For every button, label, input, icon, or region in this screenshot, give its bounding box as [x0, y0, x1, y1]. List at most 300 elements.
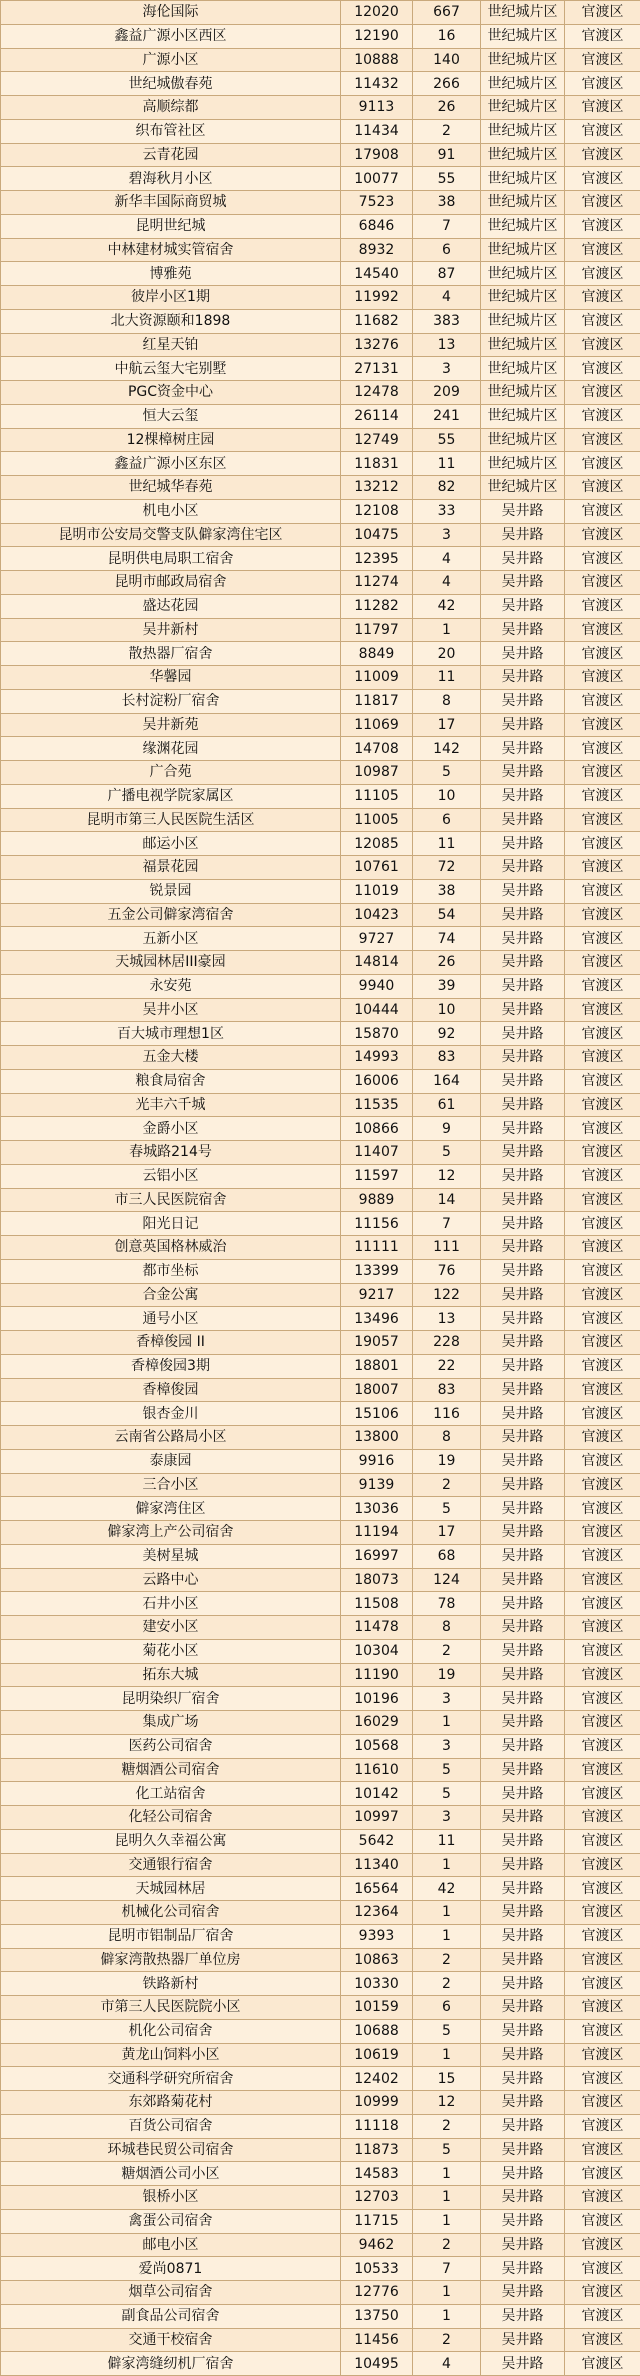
unit-price-cell: 18073 [341, 1568, 413, 1592]
table-row [1, 1758, 640, 1782]
listing-count-cell: 1 [413, 2209, 481, 2233]
area-cell: 吴井路 [481, 1117, 565, 1141]
area-cell: 吴井路 [481, 879, 565, 903]
unit-price-cell: 9940 [341, 974, 413, 998]
listing-count-cell: 1 [413, 1853, 481, 1877]
table-row [1, 48, 640, 72]
district-cell: 官渡区 [565, 1022, 640, 1046]
area-cell: 吴井路 [481, 761, 565, 785]
area-cell: 吴井路 [481, 1141, 565, 1165]
community-name-cell: 海伦国际 [1, 1, 341, 25]
area-cell: 吴井路 [481, 2019, 565, 2043]
community-name-cell: 锐景园 [1, 879, 341, 903]
table-row [1, 2067, 640, 2091]
listing-count-cell: 87 [413, 262, 481, 286]
listing-count-cell: 4 [413, 2352, 481, 2376]
unit-price-cell: 10330 [341, 1972, 413, 1996]
area-cell: 吴井路 [481, 642, 565, 666]
unit-price-cell: 14540 [341, 262, 413, 286]
table-row [1, 404, 640, 428]
listing-count-cell: 13 [413, 1307, 481, 1331]
table-row [1, 1449, 640, 1473]
listing-count-cell: 228 [413, 1331, 481, 1355]
area-cell: 吴井路 [481, 1521, 565, 1545]
table-row [1, 1141, 640, 1165]
community-name-cell: 博雅苑 [1, 262, 341, 286]
listing-count-cell: 11 [413, 452, 481, 476]
listing-count-cell: 140 [413, 48, 481, 72]
district-cell: 官渡区 [565, 309, 640, 333]
unit-price-cell: 14708 [341, 737, 413, 761]
area-cell: 世纪城片区 [481, 452, 565, 476]
district-cell: 官渡区 [565, 2257, 640, 2281]
listing-count-cell: 8 [413, 689, 481, 713]
district-cell: 官渡区 [565, 2138, 640, 2162]
area-cell: 吴井路 [481, 856, 565, 880]
unit-price-cell: 11105 [341, 784, 413, 808]
listing-count-cell: 12 [413, 1164, 481, 1188]
community-name-cell: 鑫益广源小区东区 [1, 452, 341, 476]
listing-count-cell: 5 [413, 2138, 481, 2162]
community-name-cell: 昆明市铝制品厂宿舍 [1, 1924, 341, 1948]
area-cell: 吴井路 [481, 1948, 565, 1972]
listing-count-cell: 5 [413, 2019, 481, 2043]
community-name-cell: 烟草公司宿舍 [1, 2281, 341, 2305]
district-cell: 官渡区 [565, 191, 640, 215]
listing-count-cell: 82 [413, 476, 481, 500]
listing-count-cell: 38 [413, 879, 481, 903]
community-name-cell: 交通银行宿舍 [1, 1853, 341, 1877]
area-cell: 吴井路 [481, 1924, 565, 1948]
community-name-cell: 12棵樟树庄园 [1, 428, 341, 452]
listing-count-cell: 1 [413, 2162, 481, 2186]
district-cell: 官渡区 [565, 1449, 640, 1473]
community-name-cell: 邮运小区 [1, 832, 341, 856]
unit-price-cell: 10568 [341, 1734, 413, 1758]
community-name-cell: 黄龙山饲料小区 [1, 2043, 341, 2067]
table-row [1, 879, 640, 903]
area-cell: 世纪城片区 [481, 428, 565, 452]
community-name-cell: 僻家湾上产公司宿舍 [1, 1521, 341, 1545]
table-row [1, 1877, 640, 1901]
area-cell: 吴井路 [481, 1069, 565, 1093]
district-cell: 官渡区 [565, 1639, 640, 1663]
table-row [1, 1996, 640, 2020]
area-cell: 吴井路 [481, 1259, 565, 1283]
community-name-cell: 天城园林居 [1, 1877, 341, 1901]
listing-count-cell: 6 [413, 808, 481, 832]
table-row [1, 1948, 640, 1972]
listing-count-cell: 54 [413, 903, 481, 927]
district-cell: 官渡区 [565, 903, 640, 927]
area-cell: 吴井路 [481, 2209, 565, 2233]
area-cell: 吴井路 [481, 1283, 565, 1307]
area-cell: 吴井路 [481, 1972, 565, 1996]
district-cell: 官渡区 [565, 2233, 640, 2257]
area-cell: 吴井路 [481, 1782, 565, 1806]
area-cell: 吴井路 [481, 1877, 565, 1901]
listing-count-cell: 3 [413, 1734, 481, 1758]
table-row [1, 523, 640, 547]
unit-price-cell: 13750 [341, 2304, 413, 2328]
district-cell: 官渡区 [565, 1307, 640, 1331]
unit-price-cell: 27131 [341, 357, 413, 381]
unit-price-cell: 10077 [341, 167, 413, 191]
area-cell: 世纪城片区 [481, 286, 565, 310]
unit-price-cell: 11005 [341, 808, 413, 832]
area-cell: 吴井路 [481, 1544, 565, 1568]
district-cell: 官渡区 [565, 927, 640, 951]
area-cell: 吴井路 [481, 1616, 565, 1640]
district-cell: 官渡区 [565, 428, 640, 452]
community-name-cell: 云南省公路局小区 [1, 1426, 341, 1450]
community-name-cell: 香樟俊园 II [1, 1331, 341, 1355]
district-cell: 官渡区 [565, 143, 640, 167]
table-row [1, 1782, 640, 1806]
district-cell: 官渡区 [565, 1948, 640, 1972]
listing-count-cell: 9 [413, 1117, 481, 1141]
listing-count-cell: 124 [413, 1568, 481, 1592]
district-cell: 官渡区 [565, 238, 640, 262]
listing-count-cell: 383 [413, 309, 481, 333]
community-name-cell: 百货公司宿舍 [1, 2114, 341, 2138]
community-name-cell: 五新小区 [1, 927, 341, 951]
community-name-cell: 市三人民医院宿舍 [1, 1188, 341, 1212]
community-name-cell: 糖烟酒公司宿舍 [1, 1758, 341, 1782]
unit-price-cell: 12364 [341, 1901, 413, 1925]
area-cell: 吴井路 [481, 499, 565, 523]
unit-price-cell: 14993 [341, 1046, 413, 1070]
unit-price-cell: 10863 [341, 1948, 413, 1972]
community-name-cell: 都市坐标 [1, 1259, 341, 1283]
district-cell: 官渡区 [565, 2328, 640, 2352]
area-cell: 世纪城片区 [481, 381, 565, 405]
unit-price-cell: 11597 [341, 1164, 413, 1188]
unit-price-cell: 10619 [341, 2043, 413, 2067]
community-name-cell: 僻家湾散热器厂单位房 [1, 1948, 341, 1972]
listing-count-cell: 111 [413, 1236, 481, 1260]
unit-price-cell: 11508 [341, 1592, 413, 1616]
district-cell: 官渡区 [565, 1473, 640, 1497]
listing-count-cell: 7 [413, 214, 481, 238]
area-cell: 世纪城片区 [481, 119, 565, 143]
area-cell: 世纪城片区 [481, 309, 565, 333]
unit-price-cell: 9889 [341, 1188, 413, 1212]
district-cell: 官渡区 [565, 357, 640, 381]
district-cell: 官渡区 [565, 1378, 640, 1402]
district-cell: 官渡区 [565, 48, 640, 72]
unit-price-cell: 12395 [341, 547, 413, 571]
area-cell: 世纪城片区 [481, 262, 565, 286]
community-name-cell: 百大城市理想1区 [1, 1022, 341, 1046]
area-cell: 吴井路 [481, 1331, 565, 1355]
area-cell: 吴井路 [481, 1449, 565, 1473]
community-name-cell: 东郊路菊花村 [1, 2091, 341, 2115]
community-name-cell: 银杏金川 [1, 1402, 341, 1426]
community-name-cell: 吴井新村 [1, 618, 341, 642]
district-cell: 官渡区 [565, 96, 640, 120]
district-cell: 官渡区 [565, 1829, 640, 1853]
district-cell: 官渡区 [565, 1426, 640, 1450]
table-row [1, 713, 640, 737]
table-row [1, 286, 640, 310]
district-cell: 官渡区 [565, 1782, 640, 1806]
table-row [1, 1568, 640, 1592]
table-row [1, 309, 640, 333]
listing-count-cell: 19 [413, 1449, 481, 1473]
community-name-cell: 彼岸小区1期 [1, 286, 341, 310]
district-cell: 官渡区 [565, 1877, 640, 1901]
district-cell: 官渡区 [565, 1093, 640, 1117]
table-row [1, 1046, 640, 1070]
listing-count-cell: 2 [413, 1948, 481, 1972]
area-cell: 世纪城片区 [481, 96, 565, 120]
unit-price-cell: 10761 [341, 856, 413, 880]
district-cell: 官渡区 [565, 1236, 640, 1260]
district-cell: 官渡区 [565, 1188, 640, 1212]
unit-price-cell: 10888 [341, 48, 413, 72]
table-row [1, 238, 640, 262]
area-cell: 世纪城片区 [481, 476, 565, 500]
table-row [1, 2114, 640, 2138]
area-cell: 世纪城片区 [481, 333, 565, 357]
area-cell: 吴井路 [481, 1188, 565, 1212]
district-cell: 官渡区 [565, 1354, 640, 1378]
table-row [1, 998, 640, 1022]
table-row [1, 784, 640, 808]
listing-count-cell: 13 [413, 333, 481, 357]
listing-count-cell: 6 [413, 238, 481, 262]
area-cell: 吴井路 [481, 618, 565, 642]
table-row [1, 2162, 640, 2186]
listing-count-cell: 14 [413, 1188, 481, 1212]
unit-price-cell: 11456 [341, 2328, 413, 2352]
unit-price-cell: 11817 [341, 689, 413, 713]
area-cell: 吴井路 [481, 1473, 565, 1497]
community-name-cell: 云路中心 [1, 1568, 341, 1592]
community-name-cell: 永安苑 [1, 974, 341, 998]
listing-count-cell: 83 [413, 1378, 481, 1402]
listing-count-cell: 5 [413, 1141, 481, 1165]
listing-count-cell: 42 [413, 1877, 481, 1901]
listing-count-cell: 3 [413, 1687, 481, 1711]
listing-count-cell: 7 [413, 1212, 481, 1236]
table-row [1, 1829, 640, 1853]
listing-count-cell: 1 [413, 618, 481, 642]
community-name-cell: 高顺综都 [1, 96, 341, 120]
area-cell: 世纪城片区 [481, 143, 565, 167]
community-name-cell: 昆明市公安局交警支队僻家湾住宅区 [1, 523, 341, 547]
listing-count-cell: 2 [413, 2114, 481, 2138]
community-name-cell: 邮电小区 [1, 2233, 341, 2257]
district-cell: 官渡区 [565, 404, 640, 428]
district-cell: 官渡区 [565, 1901, 640, 1925]
table-row [1, 927, 640, 951]
listing-count-cell: 4 [413, 286, 481, 310]
area-cell: 吴井路 [481, 1996, 565, 2020]
unit-price-cell: 11407 [341, 1141, 413, 1165]
listing-count-cell: 5 [413, 1497, 481, 1521]
area-cell: 世纪城片区 [481, 48, 565, 72]
unit-price-cell: 9727 [341, 927, 413, 951]
district-cell: 官渡区 [565, 1283, 640, 1307]
district-cell: 官渡区 [565, 1734, 640, 1758]
unit-price-cell: 9462 [341, 2233, 413, 2257]
unit-price-cell: 10987 [341, 761, 413, 785]
district-cell: 官渡区 [565, 2091, 640, 2115]
community-name-cell: 广源小区 [1, 48, 341, 72]
area-cell: 世纪城片区 [481, 404, 565, 428]
district-cell: 官渡区 [565, 761, 640, 785]
table-row [1, 476, 640, 500]
listing-count-cell: 241 [413, 404, 481, 428]
unit-price-cell: 11069 [341, 713, 413, 737]
district-cell: 官渡区 [565, 547, 640, 571]
listing-count-cell: 7 [413, 2257, 481, 2281]
community-name-cell: 铁路新村 [1, 1972, 341, 1996]
table-row [1, 1212, 640, 1236]
unit-price-cell: 14814 [341, 951, 413, 975]
district-cell: 官渡区 [565, 784, 640, 808]
district-cell: 官渡区 [565, 1, 640, 25]
community-name-cell: 云青花园 [1, 143, 341, 167]
listing-count-cell: 2 [413, 1639, 481, 1663]
district-cell: 官渡区 [565, 618, 640, 642]
listing-count-cell: 33 [413, 499, 481, 523]
unit-price-cell: 9916 [341, 1449, 413, 1473]
table-row [1, 2043, 640, 2067]
area-cell: 吴井路 [481, 2138, 565, 2162]
unit-price-cell: 13276 [341, 333, 413, 357]
community-name-cell: 昆明市邮政局宿舍 [1, 571, 341, 595]
table-row [1, 262, 640, 286]
district-cell: 官渡区 [565, 713, 640, 737]
community-name-cell: 化工站宿舍 [1, 1782, 341, 1806]
community-name-cell: 缘渊花园 [1, 737, 341, 761]
district-cell: 官渡区 [565, 1331, 640, 1355]
area-cell: 吴井路 [481, 2091, 565, 2115]
district-cell: 官渡区 [565, 642, 640, 666]
area-cell: 吴井路 [481, 903, 565, 927]
listing-count-cell: 122 [413, 1283, 481, 1307]
district-cell: 官渡区 [565, 1806, 640, 1830]
table-row [1, 2304, 640, 2328]
table-row [1, 1544, 640, 1568]
community-name-cell: 昆明供电局职工宿舍 [1, 547, 341, 571]
community-name-cell: 光丰六千城 [1, 1093, 341, 1117]
table-row [1, 832, 640, 856]
unit-price-cell: 10423 [341, 903, 413, 927]
listing-count-cell: 2 [413, 2233, 481, 2257]
area-cell: 世纪城片区 [481, 238, 565, 262]
listing-count-cell: 12 [413, 2091, 481, 2115]
listing-count-cell: 42 [413, 594, 481, 618]
table-row [1, 143, 640, 167]
table-row [1, 689, 640, 713]
listing-count-cell: 3 [413, 357, 481, 381]
community-name-cell: 鑫益广源小区西区 [1, 24, 341, 48]
area-cell: 吴井路 [481, 974, 565, 998]
listing-count-cell: 1 [413, 1901, 481, 1925]
district-cell: 官渡区 [565, 167, 640, 191]
district-cell: 官渡区 [565, 1996, 640, 2020]
table-row [1, 214, 640, 238]
community-name-cell: 泰康园 [1, 1449, 341, 1473]
table-row [1, 2091, 640, 2115]
unit-price-cell: 10997 [341, 1806, 413, 1830]
district-cell: 官渡区 [565, 1711, 640, 1735]
district-cell: 官渡区 [565, 1663, 640, 1687]
table-row [1, 1663, 640, 1687]
district-cell: 官渡区 [565, 2304, 640, 2328]
table-row [1, 1853, 640, 1877]
listing-count-cell: 2 [413, 2328, 481, 2352]
community-name-cell: 香樟俊园3期 [1, 1354, 341, 1378]
area-cell: 吴井路 [481, 2328, 565, 2352]
district-cell: 官渡区 [565, 1924, 640, 1948]
listing-count-cell: 164 [413, 1069, 481, 1093]
table-row [1, 2186, 640, 2210]
community-name-cell: 广播电视学院家属区 [1, 784, 341, 808]
unit-price-cell: 10142 [341, 1782, 413, 1806]
listing-count-cell: 61 [413, 1093, 481, 1117]
unit-price-cell: 18801 [341, 1354, 413, 1378]
district-cell: 官渡区 [565, 1117, 640, 1141]
unit-price-cell: 12402 [341, 2067, 413, 2091]
table-row [1, 333, 640, 357]
table-row [1, 357, 640, 381]
table-row [1, 1426, 640, 1450]
unit-price-cell: 26114 [341, 404, 413, 428]
area-cell: 吴井路 [481, 1639, 565, 1663]
area-cell: 吴井路 [481, 2186, 565, 2210]
area-cell: 吴井路 [481, 2352, 565, 2376]
table-row [1, 2019, 640, 2043]
area-cell: 吴井路 [481, 1093, 565, 1117]
unit-price-cell: 10866 [341, 1117, 413, 1141]
area-cell: 吴井路 [481, 666, 565, 690]
area-cell: 世纪城片区 [481, 214, 565, 238]
table-row [1, 1901, 640, 1925]
table-row [1, 1734, 640, 1758]
area-cell: 吴井路 [481, 1734, 565, 1758]
community-name-cell: 拓东大城 [1, 1663, 341, 1687]
unit-price-cell: 8932 [341, 238, 413, 262]
listing-count-cell: 5 [413, 1782, 481, 1806]
district-cell: 官渡区 [565, 2186, 640, 2210]
district-cell: 官渡区 [565, 2352, 640, 2376]
listing-count-cell: 72 [413, 856, 481, 880]
listing-count-cell: 6 [413, 1996, 481, 2020]
unit-price-cell: 11610 [341, 1758, 413, 1782]
table-row [1, 547, 640, 571]
district-cell: 官渡区 [565, 24, 640, 48]
community-name-cell: 环城巷民贸公司宿舍 [1, 2138, 341, 2162]
area-cell: 吴井路 [481, 998, 565, 1022]
community-name-cell: 昆明染织厂宿舍 [1, 1687, 341, 1711]
district-cell: 官渡区 [565, 119, 640, 143]
table-row [1, 1307, 640, 1331]
area-cell: 吴井路 [481, 1806, 565, 1830]
area-cell: 吴井路 [481, 1901, 565, 1925]
unit-price-cell: 11432 [341, 72, 413, 96]
area-cell: 吴井路 [481, 832, 565, 856]
community-name-cell: 合金公寓 [1, 1283, 341, 1307]
area-cell: 吴井路 [481, 547, 565, 571]
listing-count-cell: 1 [413, 2043, 481, 2067]
unit-price-cell: 15870 [341, 1022, 413, 1046]
unit-price-cell: 16564 [341, 1877, 413, 1901]
